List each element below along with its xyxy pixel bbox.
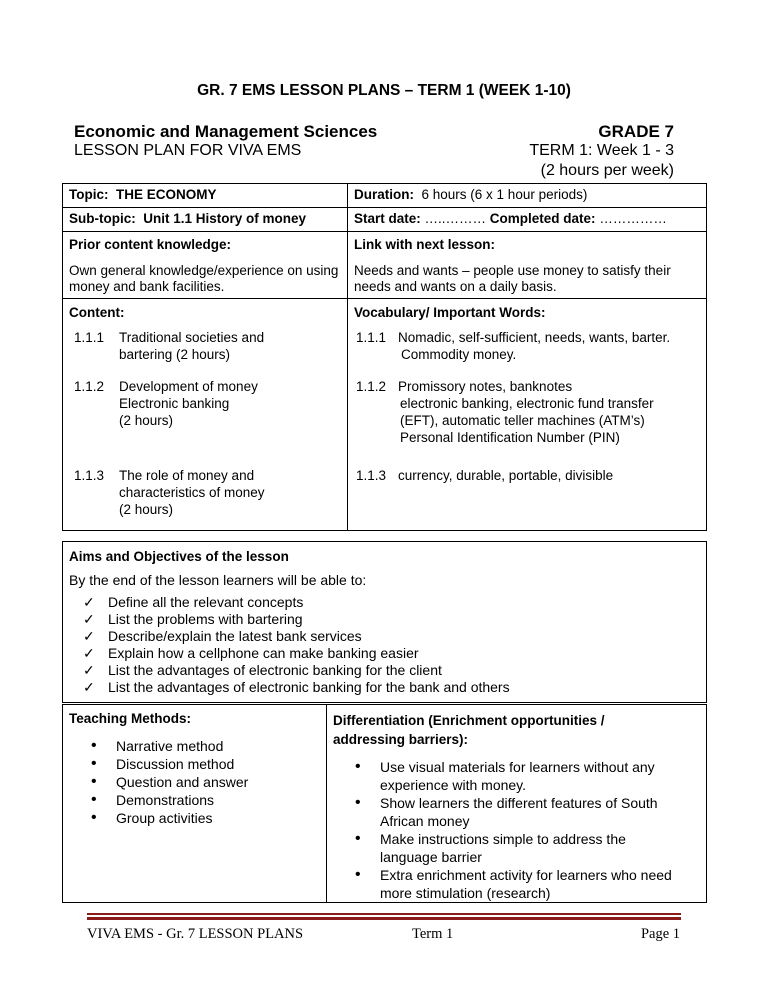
bullet-icon: • [91, 791, 97, 808]
differentiation-item: • Show learners the different features of South African money [355, 794, 658, 829]
start-date-value: …..……… [424, 211, 490, 226]
aims-heading: Aims and Objectives of the lesson [69, 549, 289, 564]
teaching-methods-item: • Question and answer [91, 773, 249, 790]
vocabulary-item-number: 1.1.3 [356, 468, 387, 483]
vocabulary-item-line: currency, durable, portable, divisible [398, 468, 614, 483]
bullet-icon: • [355, 758, 361, 775]
prior-knowledge-cell [63, 232, 348, 299]
subtopic-value: Unit 1.1 History of money [143, 211, 307, 226]
completed-date-label: Completed date: [489, 211, 596, 226]
checkmark-icon: ✓ [83, 662, 95, 678]
aims-list [83, 594, 700, 696]
aims-cell [63, 542, 707, 703]
footer-left-text: VIVA EMS - Gr. 7 LESSON PLANS [87, 926, 304, 942]
bullet-icon: • [91, 773, 97, 790]
content-heading: Content: [69, 305, 125, 320]
duration-label: Duration: [354, 187, 414, 202]
plan-for-label: LESSON PLAN FOR VIVA EMS [74, 142, 302, 159]
duration-value: 6 hours (6 x 1 hour periods) [421, 187, 588, 202]
term-week-label: TERM 1: Week 1 - 3 [529, 142, 674, 159]
methods-table [62, 704, 707, 903]
teaching-methods-heading: Teaching Methods: [69, 711, 192, 726]
vocabulary-item-line: Promissory notes, banknotes [398, 379, 573, 394]
aims-list-item: ✓ List the advantages of electronic banking for the bank and others [83, 679, 510, 695]
link-next-lesson-cell [348, 232, 707, 299]
document-title: GR. 7 EMS LESSON PLANS – TERM 1 (WEEK 1-10) [197, 82, 571, 99]
bullet-icon: • [355, 866, 361, 883]
teaching-methods-item: • Demonstrations [91, 791, 215, 808]
link-next-lesson-text: Needs and wants – people use money to satisfy their needs and wants on a daily basis. [354, 263, 671, 294]
footer-rule [87, 917, 681, 920]
dates-cell [348, 208, 707, 232]
teaching-methods-cell [63, 705, 327, 903]
prior-knowledge-text: Own general knowledge/experience on using money and bank facilities. [69, 263, 339, 294]
differentiation-list [355, 758, 700, 902]
checkmark-icon: ✓ [83, 594, 95, 610]
prior-knowledge-heading: Prior content knowledge: [69, 237, 232, 252]
subtopic-row [63, 208, 707, 232]
bullet-icon: • [91, 737, 97, 754]
duration-cell [348, 184, 707, 208]
methods-row [63, 705, 707, 903]
vocabulary-heading: Vocabulary/ Important Words: [354, 305, 546, 320]
content-item [74, 378, 341, 429]
vocabulary-item-line: Nomadic, self-sufficient, needs, wants, barter. [398, 330, 671, 345]
content-item [74, 329, 341, 363]
content-item-number: 1.1.2 [74, 379, 105, 394]
content-item [74, 467, 341, 518]
content-item-number: 1.1.3 [74, 468, 105, 483]
content-item-line: characteristics of money [119, 485, 265, 500]
content-item-line: (2 hours) [119, 413, 174, 428]
checkmark-icon: ✓ [83, 679, 95, 695]
vocabulary-item-line: (EFT), automatic teller machines (ATM’s) [400, 413, 645, 428]
teaching-methods-item: • Discussion method [91, 755, 235, 772]
aims-table [62, 541, 707, 703]
content-item-line: Electronic banking [119, 396, 230, 411]
start-date-label: Start date: [354, 211, 421, 226]
footer-rule [87, 913, 681, 915]
bullet-icon: • [355, 794, 361, 811]
content-item-number: 1.1.1 [74, 330, 105, 345]
aims-list-item: ✓ List the advantages of electronic banking for the client [83, 662, 442, 678]
aims-list-item: ✓ Explain how a cellphone can make banking easier [83, 645, 419, 661]
lesson-plan-table [62, 183, 707, 531]
link-next-lesson-heading: Link with next lesson: [354, 237, 496, 252]
differentiation-heading: Differentiation (Enrichment opportunities / addressing barriers): [333, 713, 605, 747]
differentiation-cell [327, 705, 707, 903]
vocabulary-item-line: Commodity money. [401, 347, 517, 362]
vocabulary-item-line: electronic banking, electronic fund transfer [400, 396, 654, 411]
content-item-line: (2 hours) [119, 502, 174, 517]
hours-per-week-label: (2 hours per week) [540, 162, 674, 179]
aims-row [63, 542, 707, 703]
vocabulary-item [356, 467, 700, 484]
grade-label: GRADE 7 [598, 122, 674, 141]
checkmark-icon: ✓ [83, 645, 95, 661]
content-item-line: Development of money [119, 379, 258, 394]
teaching-methods-item: • Group activities [91, 809, 213, 826]
aims-list-item: ✓ List the problems with bartering [83, 611, 303, 627]
topic-cell [63, 184, 348, 208]
bullet-icon: • [355, 830, 361, 847]
vocabulary-item-number: 1.1.2 [356, 379, 387, 394]
completed-date-value: …………… [599, 211, 667, 226]
topic-value: THE ECONOMY [116, 187, 217, 202]
checkmark-icon: ✓ [83, 611, 95, 627]
footer-page-number: Page 1 [640, 926, 680, 942]
differentiation-item: • Extra enrichment activity for learners who need more stimulation (research) [355, 866, 672, 901]
vocabulary-cell [348, 299, 707, 531]
bullet-icon: • [91, 755, 97, 772]
topic-row [63, 184, 707, 208]
differentiation-item: • Make instructions simple to address the language barrier [355, 830, 626, 865]
subject-name: Economic and Management Sciences [74, 122, 378, 141]
topic-label: Topic: [69, 187, 109, 202]
content-item-line: The role of money and [119, 468, 255, 483]
content-item-line: Traditional societies and [119, 330, 265, 345]
vocabulary-item [356, 329, 700, 363]
footer-center-text: Term 1 [412, 926, 454, 942]
content-item-line: bartering (2 hours) [119, 347, 231, 362]
differentiation-item: • Use visual materials for learners without any experience with money. [355, 758, 655, 793]
teaching-methods-list [91, 737, 320, 827]
aims-list-item: ✓ Describe/explain the latest bank services [83, 628, 362, 644]
checkmark-icon: ✓ [83, 628, 95, 644]
content-vocab-row [63, 299, 707, 531]
subtopic-cell [63, 208, 348, 232]
subtopic-label: Sub-topic: [69, 211, 136, 226]
bullet-icon: • [91, 809, 97, 826]
content-cell [63, 299, 348, 531]
vocabulary-item-line: Personal Identification Number (PIN) [400, 430, 620, 445]
vocabulary-item-number: 1.1.1 [356, 330, 387, 345]
prior-link-row [63, 232, 707, 299]
aims-intro: By the end of the lesson learners will be able to: [69, 572, 367, 588]
aims-list-item: ✓ Define all the relevant concepts [83, 594, 304, 610]
vocabulary-item [356, 378, 700, 446]
teaching-methods-item: • Narrative method [91, 737, 224, 754]
